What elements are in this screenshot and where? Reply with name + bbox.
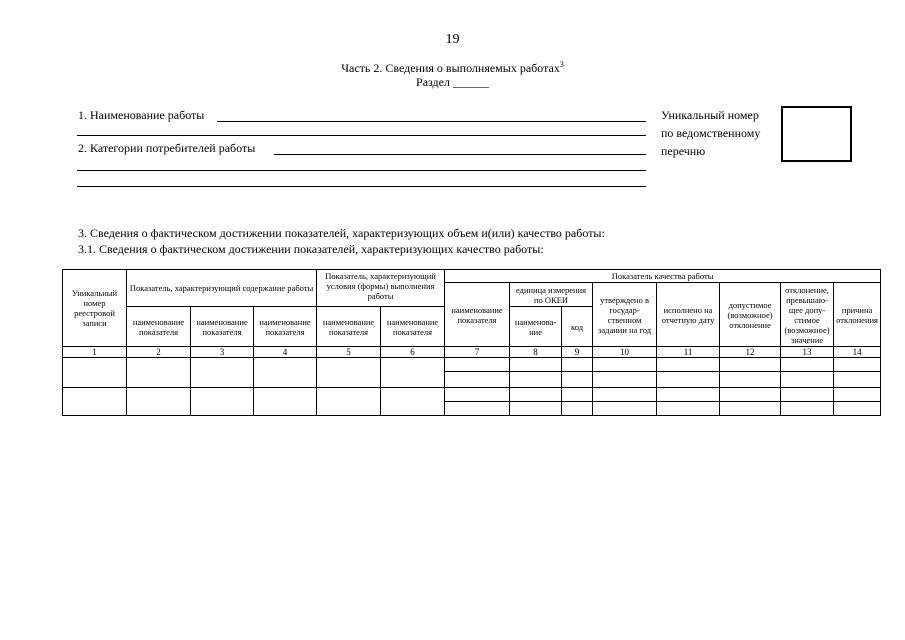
column-number: 4 bbox=[254, 347, 317, 358]
header-conditions-indicator: Показатель, характеризующий условия (формы) выполнения работы bbox=[317, 270, 445, 307]
section-31-heading: 3.1. Сведения о фактическом достижении показателей, характеризующих качество работы: bbox=[78, 242, 544, 256]
column-number: 13 bbox=[781, 347, 834, 358]
header-exceeding-deviation: отклонение, превышаю-щее допу-стимое (возможное) значение bbox=[781, 283, 834, 347]
header-unit-okei: единица измерения по ОКЕИ bbox=[510, 283, 593, 307]
data-cell[interactable] bbox=[127, 388, 191, 416]
data-cell[interactable] bbox=[445, 388, 510, 402]
work-name-label: 1. Наименование работы bbox=[78, 108, 205, 122]
unique-number-line2: по ведомственному bbox=[661, 126, 761, 140]
data-cell[interactable] bbox=[781, 402, 834, 416]
header-content-indicator: Показатель, характеризующий содержание работы bbox=[127, 270, 317, 307]
data-cell[interactable] bbox=[63, 388, 127, 416]
work-name-line[interactable] bbox=[217, 121, 646, 122]
part-footnote: 3 bbox=[559, 60, 564, 69]
header-unit-name: наименова-ние bbox=[510, 307, 562, 347]
consumers-line-2[interactable] bbox=[77, 170, 646, 171]
data-cell[interactable] bbox=[720, 358, 781, 372]
data-cell[interactable] bbox=[254, 358, 317, 388]
section-label: Раздел ______ bbox=[416, 75, 489, 89]
data-cell[interactable] bbox=[720, 388, 781, 402]
header-conditions-name-2: наименование показателя bbox=[381, 307, 445, 347]
section-3-heading: 3. Сведения о фактическом достижении показателей, характеризующих объем и(или) качество работы: bbox=[78, 226, 605, 240]
data-cell[interactable] bbox=[562, 358, 593, 372]
data-cell[interactable] bbox=[445, 372, 510, 388]
data-cell[interactable] bbox=[834, 358, 881, 372]
quality-table bbox=[62, 269, 881, 416]
header-unique-record: Уникальный номер реестровой записи bbox=[63, 270, 127, 347]
header-executed: исполнено на отчетную дату bbox=[657, 283, 720, 347]
data-cell[interactable] bbox=[562, 372, 593, 388]
data-cell[interactable] bbox=[593, 388, 657, 402]
consumers-line-3[interactable] bbox=[77, 186, 646, 187]
data-cell[interactable] bbox=[445, 358, 510, 372]
unique-number-line3: перечню bbox=[661, 144, 706, 158]
header-content-name-1: наименование показателя bbox=[127, 307, 191, 347]
data-cell[interactable] bbox=[562, 402, 593, 416]
data-cell[interactable] bbox=[720, 372, 781, 388]
header-deviation-reason: причина отклонения bbox=[834, 283, 881, 347]
data-cell[interactable] bbox=[191, 388, 254, 416]
data-cell[interactable] bbox=[510, 358, 562, 372]
data-cell[interactable] bbox=[381, 358, 445, 388]
data-cell[interactable] bbox=[317, 358, 381, 388]
data-cell[interactable] bbox=[657, 388, 720, 402]
data-cell[interactable] bbox=[593, 372, 657, 388]
header-approved: утверждено в государ-ственном задании на год bbox=[593, 283, 657, 347]
header-content-name-2: наименование показателя bbox=[191, 307, 254, 347]
part-title-text: Часть 2. Сведения о выполняемых работах bbox=[341, 61, 560, 75]
column-number: 12 bbox=[720, 347, 781, 358]
header-unit-code: код bbox=[562, 307, 593, 347]
column-number: 6 bbox=[381, 347, 445, 358]
data-cell[interactable] bbox=[593, 402, 657, 416]
data-cell[interactable] bbox=[781, 372, 834, 388]
header-quality-indicator: Показатель качества работы bbox=[445, 270, 881, 283]
column-number: 11 bbox=[657, 347, 720, 358]
data-cell[interactable] bbox=[63, 358, 127, 388]
data-cell[interactable] bbox=[562, 388, 593, 402]
data-cell[interactable] bbox=[657, 358, 720, 372]
work-name-line-2[interactable] bbox=[77, 135, 646, 136]
page-number: 19 bbox=[445, 32, 460, 47]
table-row bbox=[63, 388, 881, 402]
header-content-name-3: наименование показателя bbox=[254, 307, 317, 347]
data-cell[interactable] bbox=[781, 358, 834, 372]
header-allowed-deviation: допустимое (возможное) отклонение bbox=[720, 283, 781, 347]
data-cell[interactable] bbox=[720, 402, 781, 416]
data-cell[interactable] bbox=[317, 388, 381, 416]
consumers-line[interactable] bbox=[274, 154, 646, 155]
data-cell[interactable] bbox=[445, 402, 510, 416]
column-number: 2 bbox=[127, 347, 191, 358]
column-number: 8 bbox=[510, 347, 562, 358]
column-number-row bbox=[63, 347, 881, 358]
data-cell[interactable] bbox=[834, 402, 881, 416]
data-cell[interactable] bbox=[510, 372, 562, 388]
unique-number-box[interactable] bbox=[781, 106, 852, 162]
data-cell[interactable] bbox=[834, 372, 881, 388]
unique-number-line1: Уникальный номер bbox=[661, 108, 759, 122]
data-cell[interactable] bbox=[593, 358, 657, 372]
consumers-label: 2. Категории потребителей работы bbox=[78, 141, 256, 155]
part-title bbox=[0, 60, 905, 76]
column-number: 14 bbox=[834, 347, 881, 358]
header-conditions-name-1: наименование показателя bbox=[317, 307, 381, 347]
data-cell[interactable] bbox=[381, 388, 445, 416]
data-cell[interactable] bbox=[510, 402, 562, 416]
unique-number-label bbox=[661, 106, 760, 160]
data-cell[interactable] bbox=[781, 388, 834, 402]
data-cell[interactable] bbox=[834, 388, 881, 402]
data-cell[interactable] bbox=[657, 372, 720, 388]
column-number: 7 bbox=[445, 347, 510, 358]
data-cell[interactable] bbox=[191, 358, 254, 388]
data-cell[interactable] bbox=[127, 358, 191, 388]
table-row bbox=[63, 358, 881, 372]
column-number: 5 bbox=[317, 347, 381, 358]
column-number: 9 bbox=[562, 347, 593, 358]
column-number: 3 bbox=[191, 347, 254, 358]
column-number: 10 bbox=[593, 347, 657, 358]
header-quality-indicator-name: наименование показателя bbox=[445, 283, 510, 347]
data-cell[interactable] bbox=[657, 402, 720, 416]
data-cell[interactable] bbox=[510, 388, 562, 402]
column-number: 1 bbox=[63, 347, 127, 358]
data-cell[interactable] bbox=[254, 388, 317, 416]
